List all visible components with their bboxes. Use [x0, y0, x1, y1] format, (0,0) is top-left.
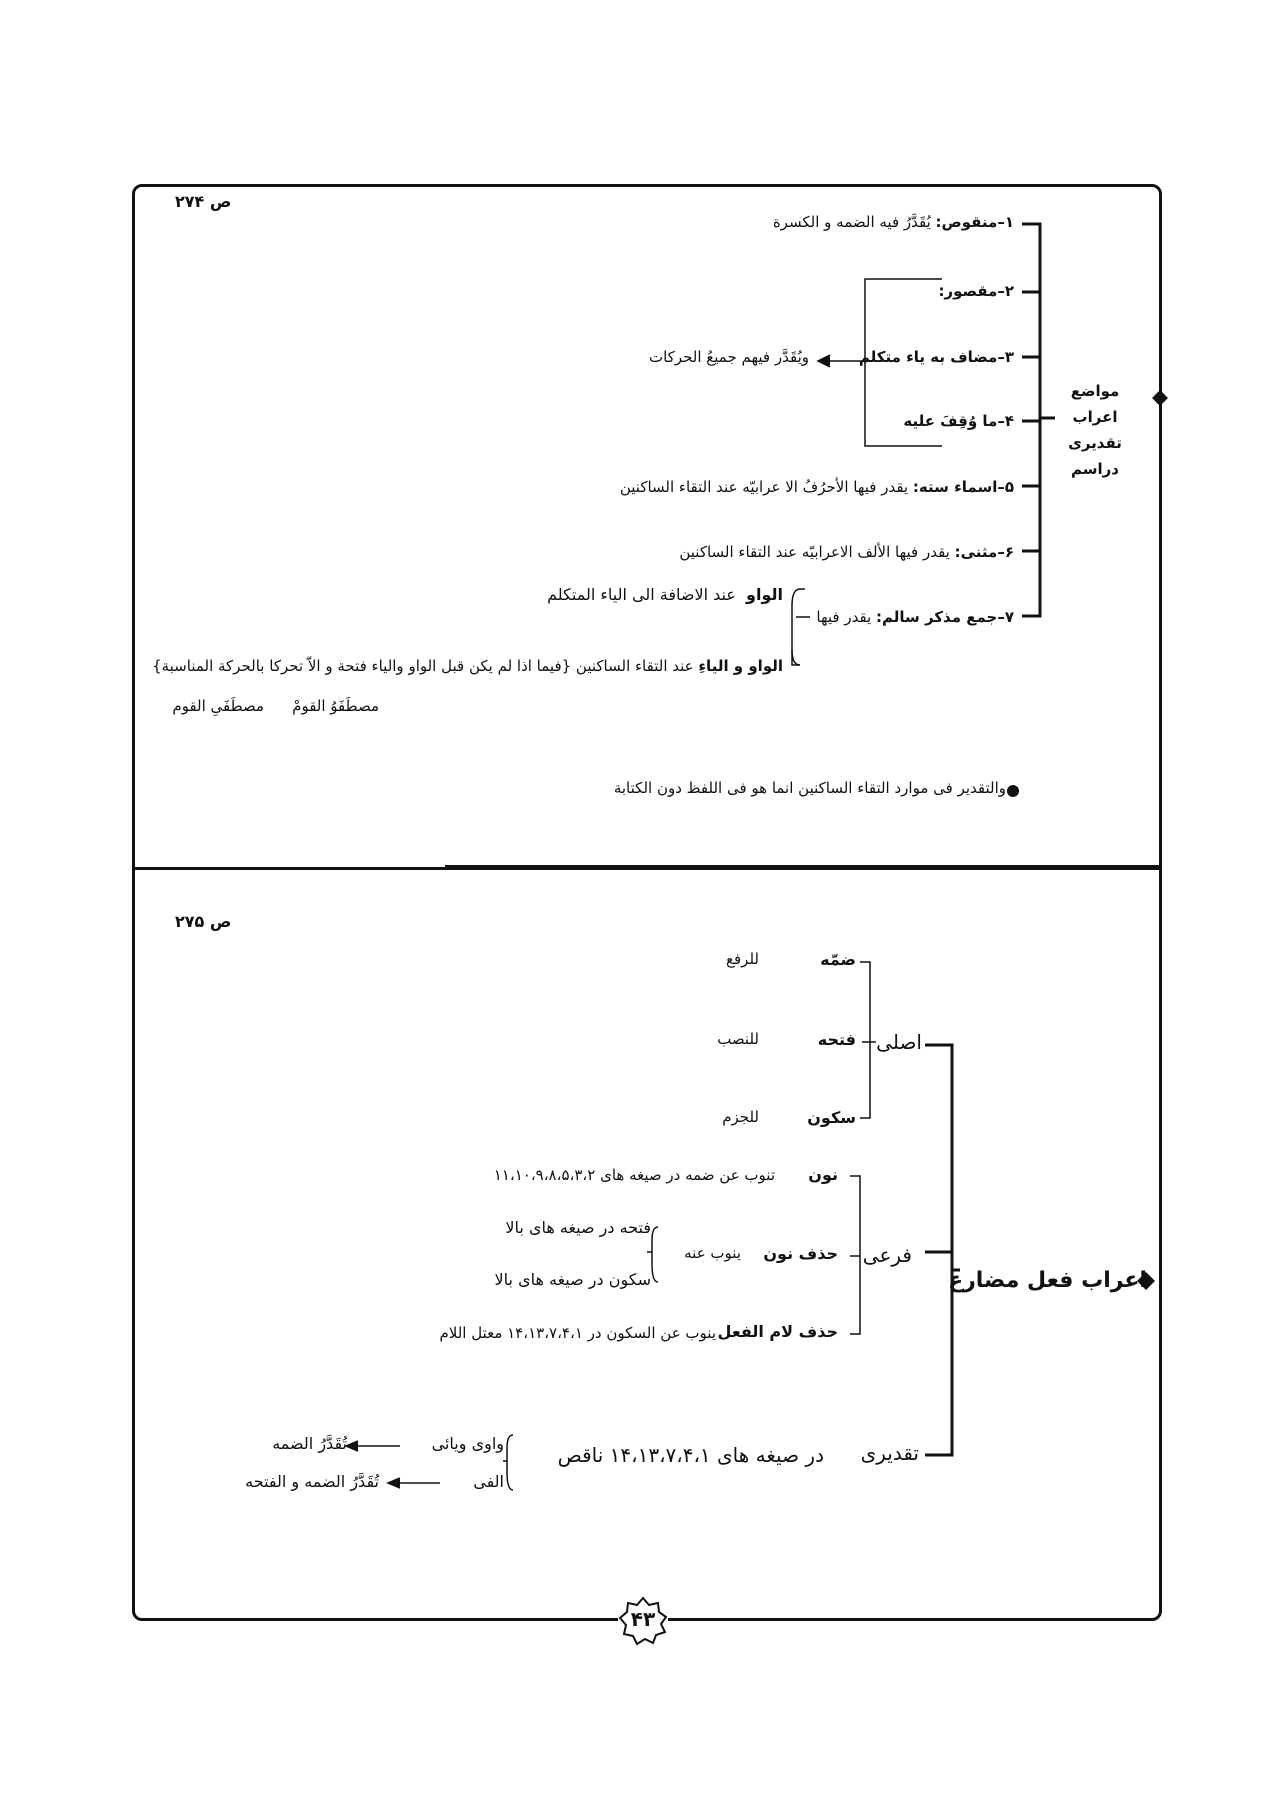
taqdiri-case-alifi-result: تُقَدَّرُ الضمه و الفتحه [245, 1472, 379, 1491]
jam-branch-waw-ya: الواو و الیاءِ عند التقاء الساکنین {فیما اذا لم یکن قبل الواو والیاء فتحة و الاّ تحرکا بالحرکة المناسبة} [152, 657, 783, 675]
asli-row-damma: ضمّه [820, 950, 856, 969]
farei-hazf-lam: حذف لام الفعل [717, 1322, 838, 1341]
farei-noon: نون [808, 1165, 838, 1184]
taqdiri-case-wawi-result: تُقَدَّرُ الضمه [272, 1434, 347, 1453]
taqdiri-case-alifi-type: الفی [473, 1472, 504, 1491]
group-note: ویُقَدَّر فیهم جمیعُ الحرکات [648, 348, 809, 366]
item-waqf: ۴–ما وُقِفَ علیه [903, 412, 1014, 430]
asli-row-damma-use: للرفع [726, 950, 759, 968]
item-mudaf: ۳–مضاف به یاء متکلم [858, 348, 1014, 366]
item-maqsur: ۲–مقصور: [938, 282, 1014, 300]
asli-label: اصلی [876, 1030, 922, 1054]
item-manqus: ۱–منقوص: یُقَدَّرُ فیه الضمه و الکسرة [772, 213, 1014, 231]
asli-row-fatha: فتحه [817, 1030, 856, 1049]
asli-row-fatha-use: للنصب [717, 1030, 759, 1048]
taqdiri-label: تقدیری [860, 1441, 919, 1465]
taqdiri-case-wawi-type: واوی ویائی [431, 1434, 504, 1453]
farei-hazf-noon: حذف نون [763, 1244, 838, 1263]
page-ref-275: ص ۲۷۵ [175, 912, 232, 931]
example-1: مصطَفَوُ القومْ [292, 697, 379, 715]
example-2: مصطَفَیِ القوم [172, 697, 264, 715]
farei-label: فرعی [862, 1243, 912, 1267]
farei-sub-sukun: سکون در صیغه های بالا [494, 1270, 651, 1289]
farei-hazf-lam-text: ینوب عن السکون در ۱۴،۱۳،۷،۴،۱ معتل اللام [439, 1324, 716, 1342]
top-note: والتقدیر فی موارد التقاء الساکنین انما هو فی اللفظ دون الکتابة [613, 779, 1006, 797]
taqdiri-text: در صیغه های ۱۴،۱۳،۷،۴،۱ ناقص [557, 1443, 824, 1467]
jam-branch-waw: الواو عند الاضافة الی الیاء المتکلم [547, 585, 783, 604]
farei-noon-text: تنوب عن ضمه در صیغه های ۱۱،۱۰،۹،۸،۵،۳،۲ [493, 1166, 775, 1184]
top-title: مواضع اعراب تقدیری دراسم [1068, 382, 1122, 478]
farei-sub-fatha: فتحه در صیغه های بالا [505, 1218, 651, 1237]
item-jam-mudhakkar: ۷–جمع مذکر سالم: یقدر فیها [816, 608, 1014, 626]
page-number: ۴۳ [630, 1607, 656, 1631]
page-ref-274: ص ۲۷۴ [175, 192, 232, 211]
asli-row-sukun: سکون [807, 1108, 856, 1127]
farei-hazf-noon-text: ینوب عنه [684, 1244, 741, 1262]
item-asma-sitta: ۵–اسماء سته: یقدر فیها الأحرُفُ الا عرابیّه عند التقاء الساکنین [619, 478, 1014, 496]
asli-row-sukun-use: للجزم [722, 1108, 759, 1126]
item-muthanna: ۶–مثنی: یقدر فیها الألف الاعرابیّه عند التقاء الساکنین [679, 543, 1014, 561]
bottom-title: اعراب فعل مضارع [948, 1268, 1147, 1293]
